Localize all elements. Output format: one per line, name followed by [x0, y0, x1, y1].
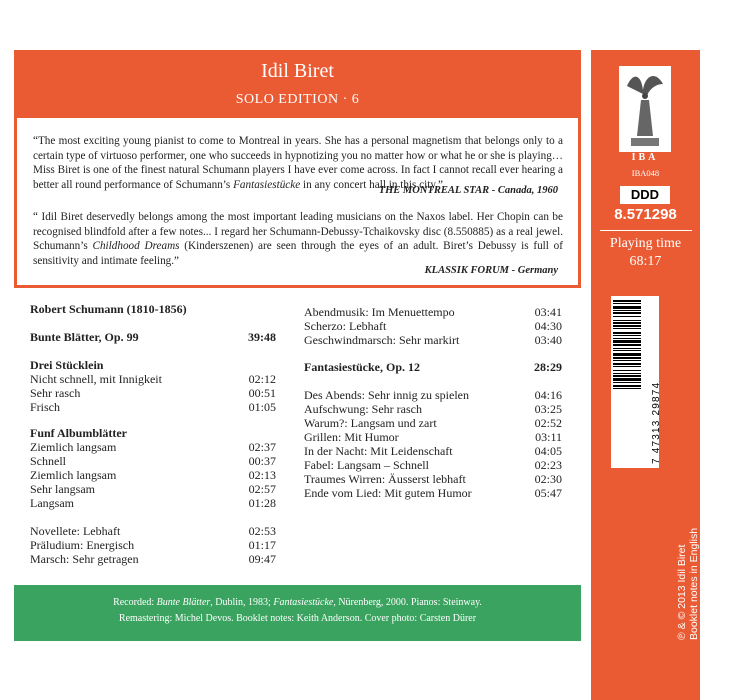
track-duration: 03:41 [534, 305, 562, 319]
ddd-badge: DDD [620, 186, 670, 204]
track-duration: 02:37 [248, 440, 276, 454]
track-duration: 02:57 [248, 482, 276, 496]
track-title: Ziemlich langsam [30, 440, 117, 454]
quote-1-text-end: in any concert hall in this city.” [300, 178, 443, 191]
track-duration: 04:16 [534, 388, 562, 402]
track-title: Fabel: Langsam – Schnell [304, 458, 429, 472]
production-credits: Remastering: Michel Devos. Booklet notes: Keith Anderson. Cover photo: Carsten Dürer [118, 613, 477, 624]
catalog-number: 8.571298 [614, 206, 677, 223]
quote-2-text-end: (Kinderszenen) are seen through the eyes of an adult. Biret’s Debussy is full of sensitivity and intimate feeling.” [33, 240, 563, 267]
recording-credits [14, 597, 581, 608]
quote-1-work: Fantasiestücke [233, 178, 301, 191]
recorded-work-1: Bunte Blätter [156, 597, 211, 608]
quote-1-source: THE MONTREAL STAR - Canada, 1960 [378, 185, 558, 196]
track-title: Sehr rasch [30, 386, 81, 400]
track-duration: 09:47 [248, 552, 276, 566]
catalog-code: IBA048 [631, 168, 660, 178]
track-duration: 02:13 [248, 468, 276, 482]
track-title: Warum?: Langsam und zart [304, 416, 437, 430]
track-duration: 03:11 [535, 430, 562, 444]
barcode-digits: 7 47313 29874 [651, 381, 662, 464]
track-title: Ziemlich langsam [30, 468, 117, 482]
tracklist-left [30, 302, 276, 572]
distributor: and distributed by NAXOS [740, 517, 752, 640]
section-title: Funf Albumblätter [30, 426, 128, 440]
press-quotes [14, 118, 581, 288]
website-link[interactable]: www.idilbiretarchive.eu [712, 495, 727, 640]
track-title: Schnell [30, 454, 66, 468]
track-duration: 00:51 [248, 386, 276, 400]
iba-logo [619, 66, 671, 152]
recorded-work-2: Fantasiestücke [273, 597, 334, 608]
track-duration: 02:53 [248, 524, 276, 538]
track-duration: 00:37 [248, 454, 276, 468]
booklet-language: Booklet notes in English [688, 527, 700, 640]
work-title: Fantasiestücke, Op. 12 [304, 360, 421, 374]
header-banner [14, 50, 581, 118]
iba-logo-text: IBA [631, 152, 659, 163]
quote-1-text: “The most exciting young pianist to come to Montreal in years. She has a personal magnetism that belongs only to a certain type of virtuoso performer, one who succeeds in hypnotizing you no matter how or what he or she is playing… Miss Biret is one of the finest natural Schumann players I have ever come across. In fact I cannot recall ever hearing a better all round performance of Schumann’s [33, 135, 563, 191]
recorded-mid: , Dublin, 1983; [210, 597, 274, 608]
track-title: Präludium: Energisch [30, 538, 135, 552]
playing-time: 68:17 [629, 254, 662, 269]
track-title: Des Abends: Sehr innig zu spielen [304, 388, 469, 402]
track-duration: 02:30 [534, 472, 562, 486]
copyright: ℗ & © 2013 Idil Biret [676, 544, 688, 640]
recorded-end: , Nürenberg, 2000. Pianos: Steinway. [333, 597, 482, 608]
track-duration: 02:12 [248, 372, 276, 386]
track-title: Scherzo: Lebhaft [304, 319, 387, 333]
work-duration: 28:29 [534, 360, 562, 374]
tracklist-right [304, 305, 562, 505]
credits-footer [14, 585, 581, 641]
quote-2 [33, 210, 563, 268]
work-duration: 39:48 [248, 330, 276, 344]
made-in: Made in Germany [700, 556, 712, 640]
track-duration: 03:40 [534, 333, 562, 347]
spine-divider [600, 230, 692, 231]
track-title: Ende vom Lied: Mit gutem Humor [304, 486, 472, 500]
track-title: Langsam [30, 496, 74, 510]
recorded-label: Recorded: [113, 597, 157, 608]
track-title: Frisch [30, 400, 60, 414]
track-title: Traumes Wirren: Äusserst lebhaft [304, 472, 466, 486]
track-title: Novellete: Lebhaft [30, 524, 121, 538]
track-title: In der Nacht: Mit Leidenschaft [304, 444, 453, 458]
track-title: Grillen: Mit Humor [304, 430, 399, 444]
track-title: Nicht schnell, mit Innigkeit [30, 372, 162, 386]
quote-2-text: “ Idil Biret deservedly belongs among the most important leading musicians on the Naxos label. Her Chopin can be recognised blindfold after a few notes... I regard her Schumann-Debussy-Tchaikovsky disc (8.550885) as a real jewel. Schumann’s [33, 211, 563, 253]
track-title: Abendmusik: Im Menuettempo [304, 305, 455, 319]
track-title: Aufschwung: Sehr rasch [304, 402, 422, 416]
track-duration: 05:47 [534, 486, 562, 500]
angel-icon [619, 66, 671, 152]
track-title: Marsch: Sehr getragen [30, 552, 139, 566]
track-duration: 03:25 [534, 402, 562, 416]
track-duration: 01:05 [248, 400, 276, 414]
barcode [611, 296, 662, 468]
work-title: Bunte Blätter, Op. 99 [30, 330, 139, 344]
track-duration: 04:30 [534, 319, 562, 333]
track-duration: 02:52 [534, 416, 562, 430]
composer: Robert Schumann (1810-1856) [30, 302, 187, 316]
track-duration: 02:23 [534, 458, 562, 472]
track-title: Geschwindmarsch: Sehr markirt [304, 333, 460, 347]
artist-name: Idil Biret [261, 60, 334, 82]
section-title: Drei Stücklein [30, 358, 104, 372]
track-title: Sehr langsam [30, 482, 95, 496]
track-duration: 01:17 [248, 538, 276, 552]
quote-2-work: Childhood Dreams [92, 240, 180, 253]
manufacturer: Manufactured by Sonopress [728, 508, 740, 640]
track-duration: 04:05 [534, 444, 562, 458]
playing-time-label: Playing time [609, 236, 682, 251]
track-duration: 01:28 [248, 496, 276, 510]
quote-2-source: KLASSIK FORUM - Germany [424, 265, 558, 276]
edition-label: SOLO EDITION · 6 [235, 92, 360, 107]
